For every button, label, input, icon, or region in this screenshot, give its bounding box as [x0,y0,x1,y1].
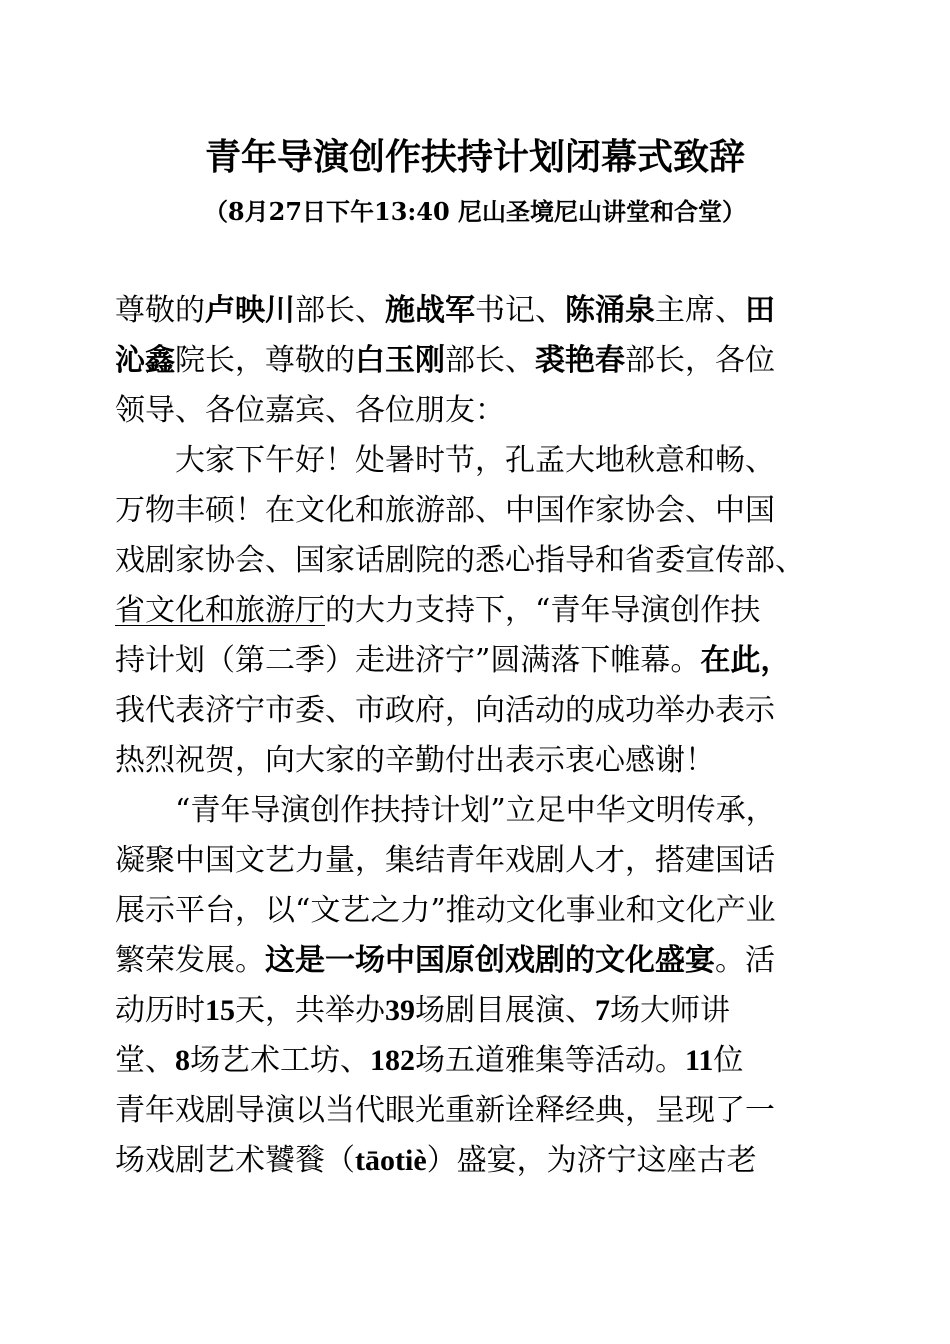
bold-text-segment: 裘艳春 [535,343,625,378]
number-segment: 7 [595,994,610,1027]
bold-text-segment: 白玉刚 [355,343,445,378]
text-line [115,536,875,586]
text-line [115,936,875,986]
text-segment: 部长、 [445,343,535,378]
text-segment: 场大师讲 [610,993,730,1028]
text-segment: 院长，尊敬的 [175,343,355,378]
text-segment: 场五道雅集等活动。 [415,1043,685,1078]
text-line [115,836,875,886]
number-segment: 182 [370,1044,415,1077]
text-segment: 天，共举办 [235,993,385,1028]
text-segment: 凝聚中国文艺力量，集结青年戏剧人才，搭建国话 [115,843,775,878]
text-segment: 堂、 [115,1043,175,1078]
bold-text-segment: 卢映川 [205,293,295,328]
document-subtitle: （8月27日下午13:40 尼山圣境尼山讲堂和合堂） [203,197,747,226]
number-segment: 8 [175,1044,190,1077]
text-segment: 部长，各位 [625,343,775,378]
text-line [115,1036,875,1086]
text-segment: 戏剧家协会、国家话剧院的悉心指导和省委宣传部、 [115,543,805,578]
text-line [115,686,875,736]
text-line [115,1136,875,1186]
text-line [115,336,875,386]
underlined-text-segment: 省文化和旅游厅 [115,593,325,628]
text-line [115,736,875,786]
bold-text-segment: 在此， [700,643,791,678]
text-segment: 位 [713,1043,744,1078]
text-segment: 我代表济宁市委、市政府，向活动的成功举办表示 [115,693,775,728]
text-line [115,786,875,836]
text-segment: 大家下午好！处暑时节，孔孟大地秋意和畅、 [175,443,775,478]
text-segment: 主席、 [655,293,745,328]
text-segment: 万物丰硕！在文化和旅游部、中国作家协会、中国 [115,493,775,528]
text-line [115,1086,875,1136]
text-line [115,436,875,486]
document-title: 青年导演创作扶持计划闭幕式致辞 [204,137,745,178]
bold-text-segment: 沁鑫 [115,343,175,378]
bold-text-segment: 田 [745,293,775,328]
number-segment: 15 [205,994,235,1027]
text-segment: 。活 [715,943,775,978]
text-line [115,886,875,936]
text-line [115,636,875,686]
text-segment: 展示平台，以“文艺之力”推动文化事业和文化产业 [115,893,776,928]
text-segment: “青年导演创作扶持计划”立足中华文明传承， [175,793,776,828]
document-body [115,286,875,1186]
text-line [115,586,875,636]
text-segment: 的大力支持下，“青年导演创作扶 [325,593,761,628]
text-segment: 动历时 [115,993,205,1028]
text-segment: 书记、 [475,293,565,328]
text-segment: 场艺术工坊、 [190,1043,370,1078]
bold-text-segment: 这是一场中国原创戏剧的文化盛宴 [265,943,715,978]
text-line [115,386,875,436]
text-line [115,486,875,536]
text-segment: 场戏剧艺术饕餮（ [115,1143,355,1178]
text-segment: 部长、 [295,293,385,328]
text-segment: ）盛宴，为济宁这座古老 [426,1143,757,1178]
text-line [115,986,875,1036]
text-segment: 青年戏剧导演以当代眼光重新诠释经典，呈现了一 [115,1093,775,1128]
number-segment: 11 [685,1044,714,1077]
bold-text-segment: 施战军 [385,293,475,328]
text-segment: 场剧目展演、 [415,993,595,1028]
text-segment: 繁荣发展。 [115,943,265,978]
bold-text-segment: 陈涌泉 [565,293,655,328]
text-segment: 热烈祝贺，向大家的辛勤付出表示衷心感谢！ [115,743,715,778]
text-segment: 领导、各位嘉宾、各位朋友： [115,393,505,428]
number-segment: 39 [385,994,415,1027]
text-segment: 持计划（第二季）走进济宁”圆满落下帷幕。 [115,643,701,678]
number-segment: tāotiè [355,1144,427,1177]
text-line [115,286,875,336]
text-segment: 尊敬的 [115,293,205,328]
